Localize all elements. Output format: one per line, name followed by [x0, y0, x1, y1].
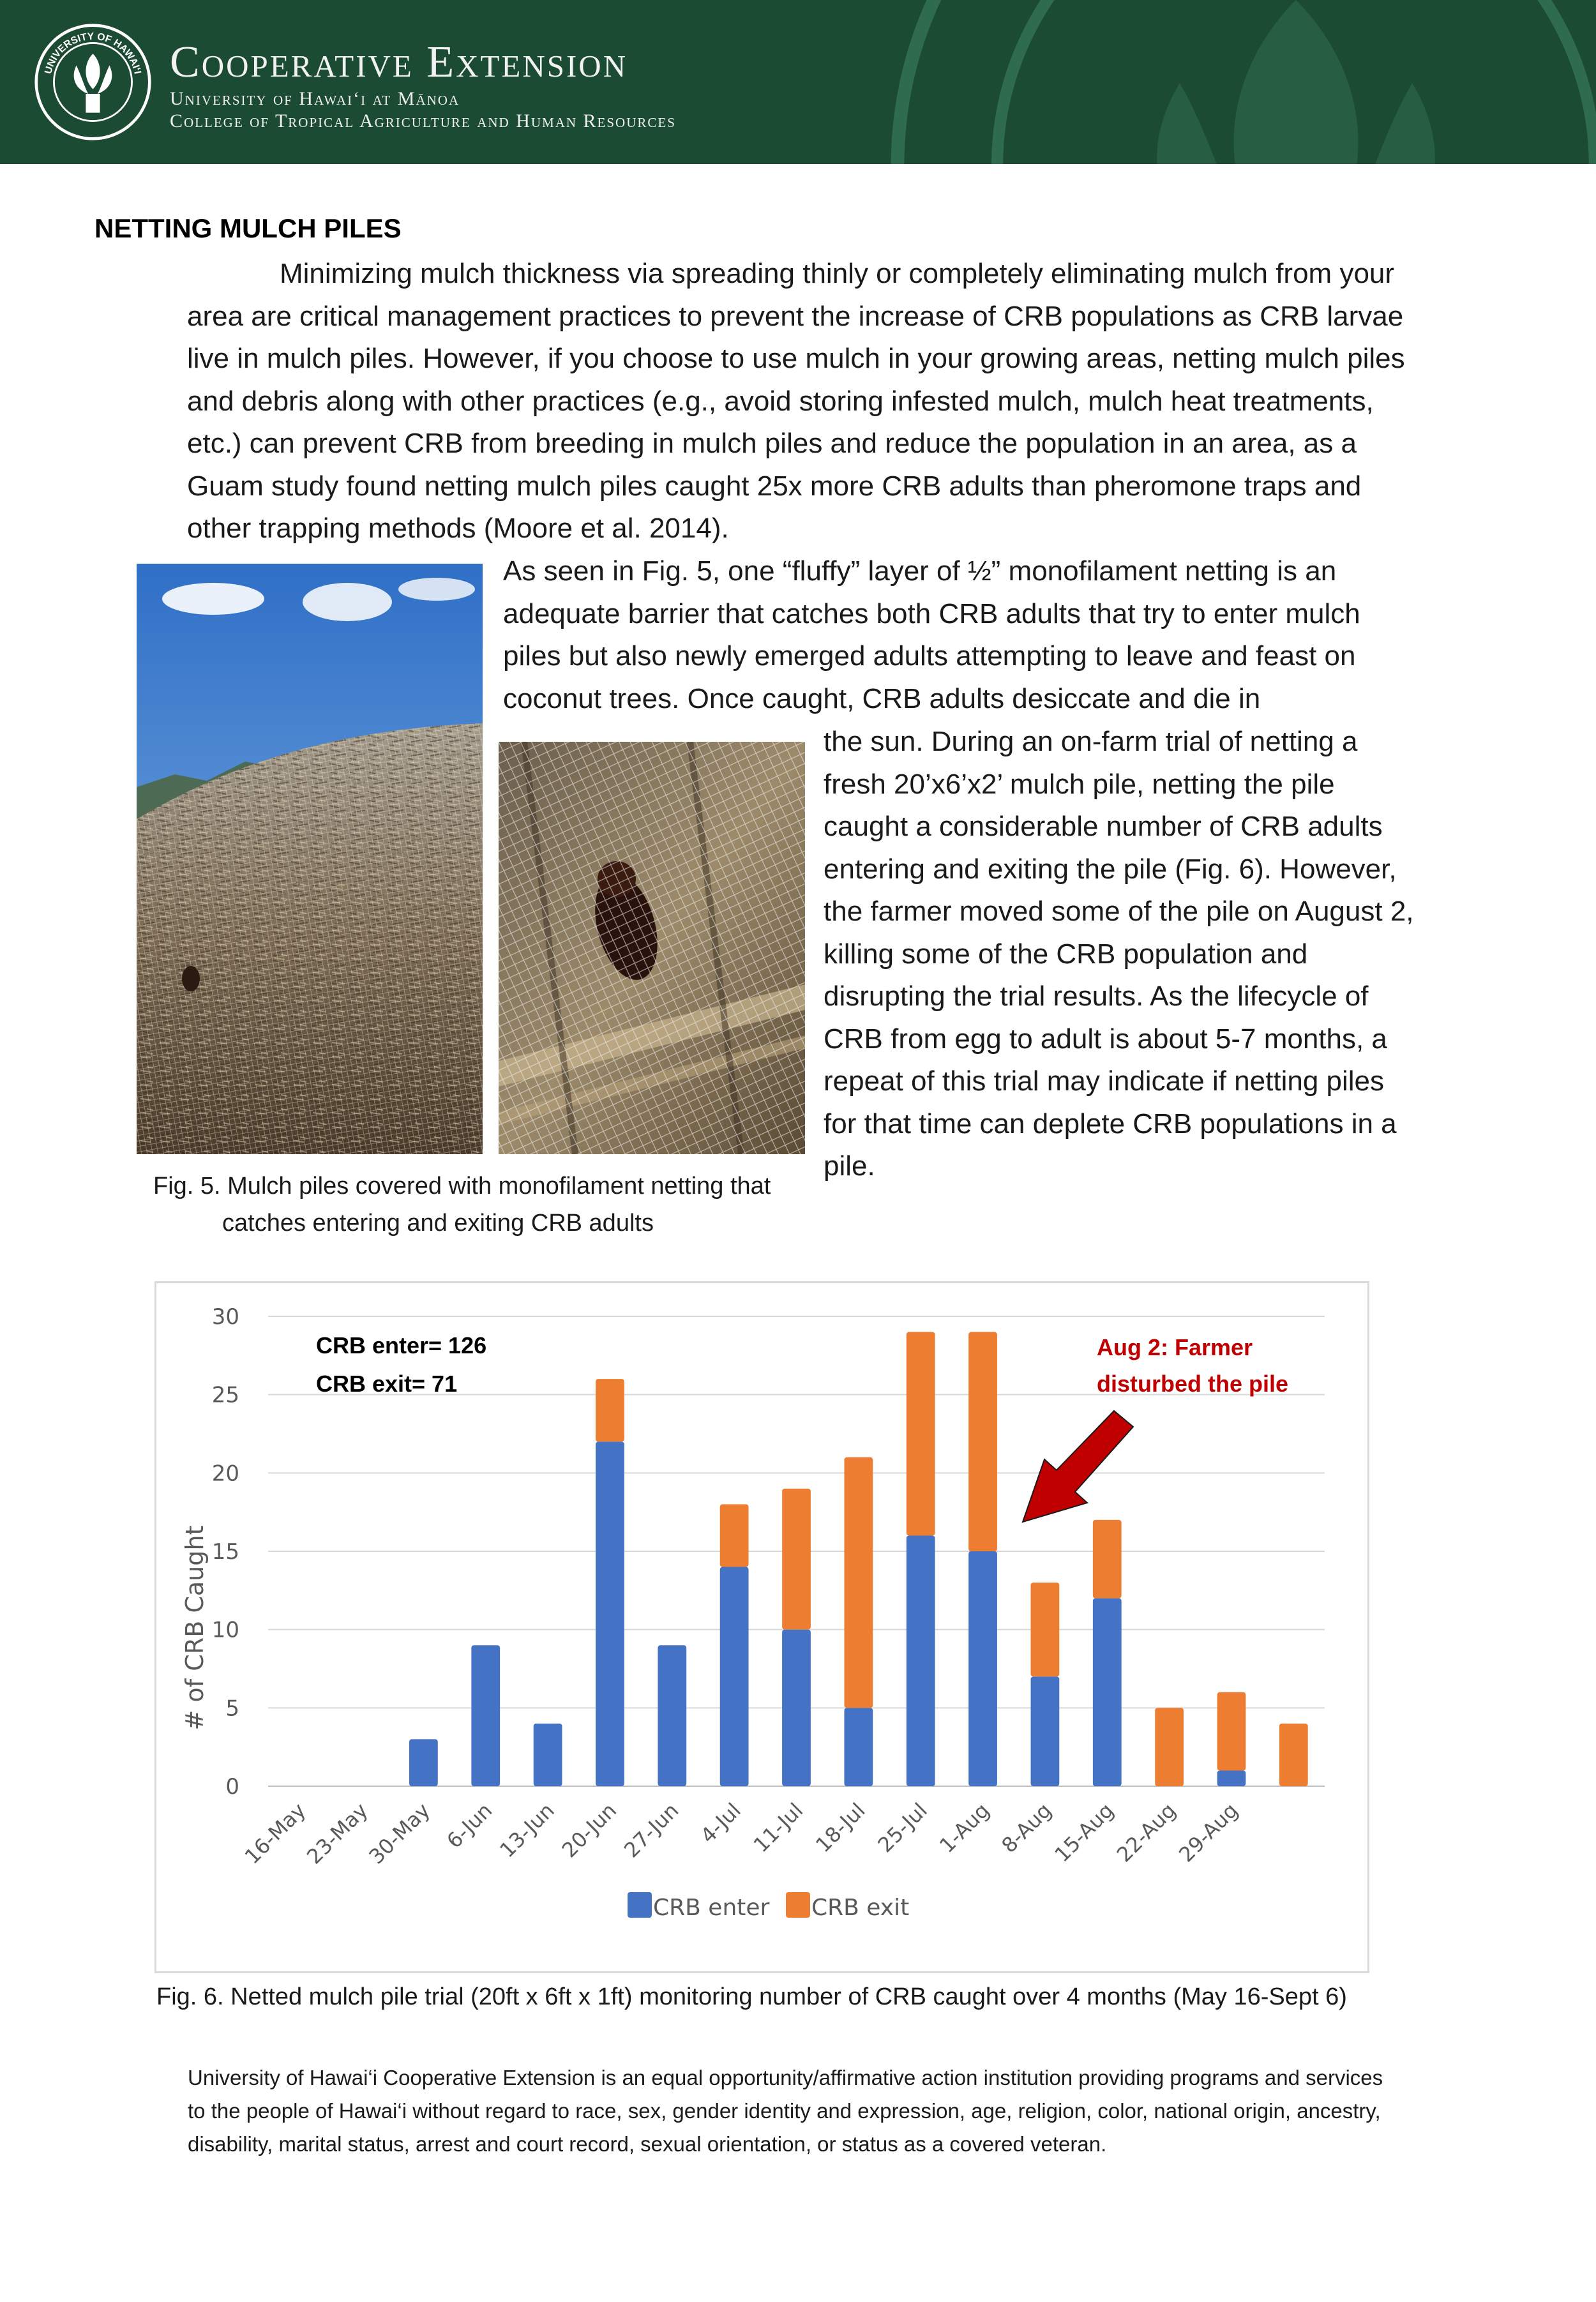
chart-event-note-line1: Aug 2: Farmer: [1097, 1334, 1253, 1360]
x-tick-label: 15-Aug: [1050, 1798, 1118, 1867]
beetle-in-netting-photo: [499, 742, 805, 1154]
fig6-chart-container: [154, 1281, 1369, 1973]
bar-crb-enter: [720, 1567, 749, 1786]
arrow-pointer-icon: [1023, 1411, 1133, 1522]
y-tick-label: 0: [225, 1774, 239, 1800]
x-tick-label: 27-Jun: [619, 1798, 684, 1863]
chart-y-axis-label: # of CRB Caught: [181, 1525, 209, 1731]
chart-event-note-line2: disturbed the pile: [1097, 1371, 1289, 1397]
svg-text:UNIVERSITY OF HAWAI‘I: UNIVERSITY OF HAWAI‘I: [43, 31, 143, 75]
x-tick-label: 20-Jun: [557, 1798, 622, 1863]
x-tick-label: 25-Jul: [873, 1798, 932, 1858]
bar-crb-exit: [1279, 1724, 1308, 1786]
bar-crb-enter: [471, 1645, 500, 1786]
bar-crb-exit: [1155, 1708, 1184, 1786]
bar-crb-enter: [409, 1739, 438, 1786]
bar-crb-exit: [782, 1489, 811, 1630]
chart-x-ticks: [240, 1798, 1243, 1869]
watermark-seal-icon: [881, 0, 1596, 164]
bar-crb-exit: [596, 1379, 624, 1441]
bar-crb-exit: [1093, 1520, 1122, 1599]
fig5-caption-line2: catches entering and exiting CRB adults: [222, 1210, 654, 1237]
page-title: Cooperative Extension: [170, 38, 628, 87]
y-tick-label: 25: [211, 1382, 239, 1408]
x-tick-label: 13-Jun: [495, 1798, 559, 1863]
paragraph-intro-rest: your area are critical management practices to prevent the increase of CRB populations as CRB larvae live in mulch piles. However, if you choose to use mulch in your growing areas, netting mulch piles and debris along with other practices (e.g., avoid storing infested mulch, mulch heat treatments, etc.) can prevent CRB from breeding in mulch piles and reduce the population in an area, as a Guam study found netting mulch piles caught 25x more CRB adults than pheromone traps and other trapping methods (Moore et al. 2014).: [187, 258, 1405, 544]
x-tick-label: 11-Jul: [748, 1798, 808, 1858]
mulch-pile-photo: [137, 564, 483, 1154]
bar-crb-enter: [534, 1724, 562, 1786]
legend-swatch-exit: [786, 1892, 810, 1918]
bar-crb-exit: [907, 1332, 935, 1536]
x-tick-label: 1-Aug: [935, 1798, 995, 1858]
x-tick-label: 16-May: [239, 1798, 311, 1869]
chart-y-ticks: [212, 1304, 239, 1800]
chart-legend: [628, 1892, 909, 1921]
bar-crb-enter: [658, 1645, 686, 1786]
y-tick-label: 15: [211, 1539, 239, 1565]
university-seal-icon: [34, 23, 152, 141]
crb-stacked-bar-chart: [156, 1283, 1367, 1971]
bar-crb-exit: [1217, 1692, 1246, 1771]
y-tick-label: 20: [211, 1461, 239, 1487]
legend-label: CRB enter: [653, 1895, 770, 1921]
bar-crb-exit: [968, 1332, 997, 1551]
x-tick-label: 23-May: [302, 1798, 373, 1869]
bar-crb-enter: [1217, 1770, 1246, 1786]
chart-bars: [409, 1332, 1308, 1786]
x-tick-label: 18-Jul: [811, 1798, 870, 1858]
y-tick-label: 5: [225, 1696, 239, 1722]
legend-label: CRB exit: [811, 1895, 910, 1921]
x-tick-label: 30-May: [364, 1798, 435, 1869]
fig5-caption-line1: Fig. 5. Mulch piles covered with monofilament netting that: [153, 1173, 771, 1200]
fig6-caption: Fig. 6. Netted mulch pile trial (20ft x 6ft x 1ft) monitoring number of CRB caught over 4 months (May 16-Sept 6): [156, 1983, 1347, 2010]
paragraph-intro-first-line: Minimizing mulch thickness via spreading thinly or completely eliminating mulch from: [280, 258, 1332, 289]
subtitle-college: College of Tropical Agriculture and Human Resources: [170, 110, 676, 132]
section-heading: NETTING MULCH PILES: [94, 213, 402, 243]
bar-crb-enter: [907, 1535, 935, 1786]
bar-crb-enter: [596, 1441, 624, 1786]
bar-crb-exit: [1031, 1583, 1060, 1676]
y-tick-label: 10: [211, 1617, 239, 1643]
x-tick-label: 29-Aug: [1174, 1798, 1243, 1867]
bar-crb-enter: [782, 1630, 811, 1786]
bar-crb-enter: [844, 1708, 873, 1786]
x-tick-label: 6-Jun: [442, 1798, 497, 1853]
footer-statement: University of Hawai‘i Cooperative Extension is an equal opportunity/affirmative action institution providing programs and services to the people of Hawai‘i without regard to race, sex, gender identity and expression, age, religion, color, national origin, ancestry, disability, marital status, arrest and court record, sexual orientation, or status as a covered veteran.: [188, 2066, 1383, 2156]
chart-total-enter: CRB enter= 126: [316, 1332, 487, 1358]
header-banner: [0, 0, 1596, 164]
bar-crb-enter: [1093, 1599, 1122, 1786]
paragraph-netting: As seen in Fig. 5, one “fluffy” layer of ½” monofilament netting is an adequate barrier that catches both CRB adults that try to enter mulch piles but also newly emerged adults attempting to leave and feast on coconut trees. Once caught, CRB adults desiccate and die in: [503, 555, 1360, 714]
paragraph-intro: [187, 253, 1432, 550]
x-tick-label: 22-Aug: [1111, 1798, 1181, 1867]
chart-total-exit: CRB exit= 71: [316, 1371, 458, 1397]
x-tick-label: 4-Jul: [695, 1798, 746, 1848]
bar-crb-exit: [844, 1457, 873, 1708]
bar-crb-exit: [720, 1504, 749, 1567]
x-tick-label: 8-Aug: [997, 1798, 1057, 1858]
y-tick-label: 30: [211, 1304, 239, 1330]
legend-swatch-enter: [628, 1892, 652, 1918]
subtitle-university: University of Hawai‘i at Mānoa: [170, 88, 460, 109]
bar-crb-enter: [968, 1551, 997, 1786]
bar-crb-enter: [1031, 1676, 1060, 1786]
paragraph-trial: the sun. During an on-farm trial of netting a fresh 20’x6’x2’ mulch pile, netting the pile caught a considerable number of CRB adults entering and exiting the pile (Fig. 6). However, the farmer moved some of the pile on August 2, killing some of the CRB population and disrupting the trial results. As the lifecycle of CRB from egg to adult is about 5-7 months, a repeat of this trial may indicate if netting piles for that time can deplete CRB populations in a pile.: [824, 726, 1414, 1182]
